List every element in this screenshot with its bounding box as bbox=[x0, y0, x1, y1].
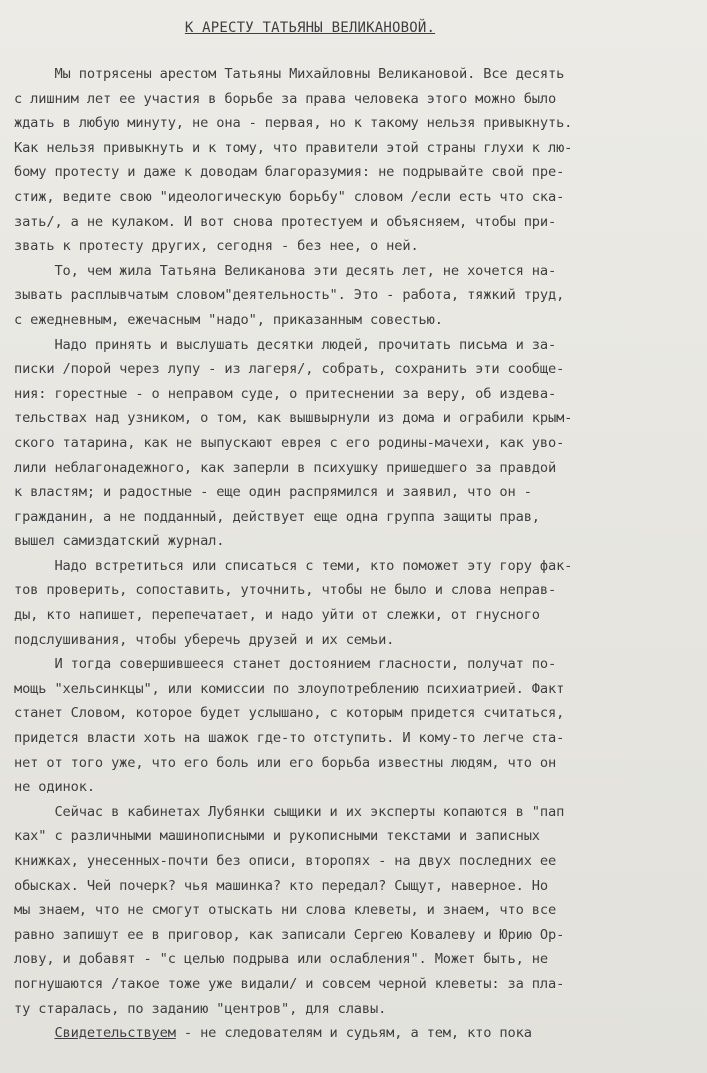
text-line: ждать в любую минуту, не она - первая, но к такому нельзя привыкнуть. bbox=[14, 115, 573, 132]
text-line: бому протесту и даже к доводам благоразумия: не подрывайте свой пре- bbox=[14, 164, 565, 181]
text-line: И тогда совершившееся станет достоянием гласности, получат по- bbox=[14, 656, 557, 673]
text-line: зывать расплывчатым словом"деятельность". Это - работа, тяжкий труд, bbox=[14, 287, 565, 304]
text-line: обысках. Чей почерк? чья машинка? кто передал? Сыщут, наверное. Но bbox=[14, 877, 548, 894]
page-title: К АРЕСТУ ТАТЬЯНЫ ВЕЛИКАНОВОЙ. bbox=[184, 20, 436, 36]
text-line: тельствах над узником, о том, как вышвырнули из дома и ограбили крым- bbox=[14, 410, 573, 427]
last-line-indent bbox=[14, 1025, 54, 1041]
text-line: ках" с различными машинописными и рукописными текстами и записных bbox=[14, 828, 540, 845]
text-line: гражданин, а не подданный, действует еще одна группа защиты прав, bbox=[14, 508, 540, 525]
text-line: ту старалась, по заданию "центров", для славы. bbox=[14, 1000, 387, 1017]
text-line: мощь "хельсинкцы", или комиссии по злоупотреблению психиатрией. Факт bbox=[14, 680, 565, 697]
text-line: с ежедневным, ежечасным "надо", приказанным совестью. bbox=[14, 311, 443, 328]
underlined-word: Свидетельствуем bbox=[54, 1025, 176, 1042]
text-line: станет Словом, которое будет услышано, с которым придется считаться, bbox=[14, 705, 565, 722]
text-line: Мы потрясены арестом Татьяны Михайловны Великановой. Все десять bbox=[14, 66, 565, 82]
text-line: вышел самиздатский журнал. bbox=[14, 533, 225, 550]
text-line: ния: горестные - о неправом суде, о притеснении за веру, об издева- bbox=[14, 385, 557, 402]
text-line: не одинок. bbox=[14, 779, 95, 796]
last-line-rest: - не следователям и судьям, а тем, кто пока bbox=[175, 1025, 532, 1042]
text-line: придется власти хоть на шажок где-то отступить. И кому-то легче ста- bbox=[14, 730, 565, 747]
text-line: мы знаем, что не смогут отыскать ни слова клеветы, и знаем, что все bbox=[14, 902, 557, 919]
text-line: к властям; и радостные - еще один распрямился и заявил, что он - bbox=[14, 484, 532, 501]
text-line: лову, и добавят - "с целью подрыва или ослабления". Может быть, не bbox=[14, 951, 548, 968]
text-line: То, чем жила Татьяна Великанова эти десять лет, не хочется на- bbox=[14, 262, 557, 279]
text-line: Надо принять и выслушать десятки людей, прочитать письма и за- bbox=[14, 336, 557, 353]
text-line: с лишним лет ее участия в борьбе за права человека этого можно было bbox=[14, 90, 557, 107]
text-line: лили неблагонадежного, как заперли в психушку пришедшего за правдой bbox=[14, 459, 557, 476]
text-line: подслушивания, чтобы уберечь друзей и их семьи. bbox=[14, 631, 395, 648]
text-line: Надо встретиться или списаться с теми, кто поможет эту гору фак- bbox=[14, 557, 573, 574]
text-line: ды, кто напишет, перепечатает, и надо уйти от слежки, от гнусного bbox=[14, 607, 540, 624]
document-body bbox=[14, 62, 694, 1046]
text-line: ского татарина, как не выпускают еврея с его родины-мачехи, как уво- bbox=[14, 434, 565, 451]
text-line: стиж, ведите свою "идеологическую борьбу" словом /если есть что ска- bbox=[14, 188, 565, 205]
text-line: равно запишут ее в приговор, как записали Сергею Ковалеву и Юрию Ор- bbox=[14, 926, 565, 943]
text-line: звать к протесту других, сегодня - без нее, о ней. bbox=[14, 238, 419, 255]
text-line: тов проверить, сопоставить, уточнить, чтобы не было и слова неправ- bbox=[14, 582, 557, 599]
text-line: книжках, унесенных-почти без описи, второпях - на двух последних ее bbox=[14, 853, 557, 869]
text-line-last bbox=[14, 1021, 694, 1046]
text-line: нет от того уже, что его боль или его борьба известны людям, что он bbox=[14, 754, 557, 771]
text-line: Как нельзя привыкнуть и к тому, что правители этой страны глухи к лю- bbox=[14, 139, 573, 156]
text-line: зать/, а не кулаком. И вот снова протестуем и объясняем, чтобы при- bbox=[14, 213, 557, 230]
text-line: писки /порой через лупу - из лагеря/, собрать, сохранить эти сообще- bbox=[14, 361, 565, 378]
text-line: Сейчас в кабинетах Лубянки сыщики и их эксперты копаются в "пап bbox=[14, 803, 565, 820]
text-line: погнушаются /такое тоже уже видали/ и совсем черной клеветы: за пла- bbox=[14, 975, 565, 992]
